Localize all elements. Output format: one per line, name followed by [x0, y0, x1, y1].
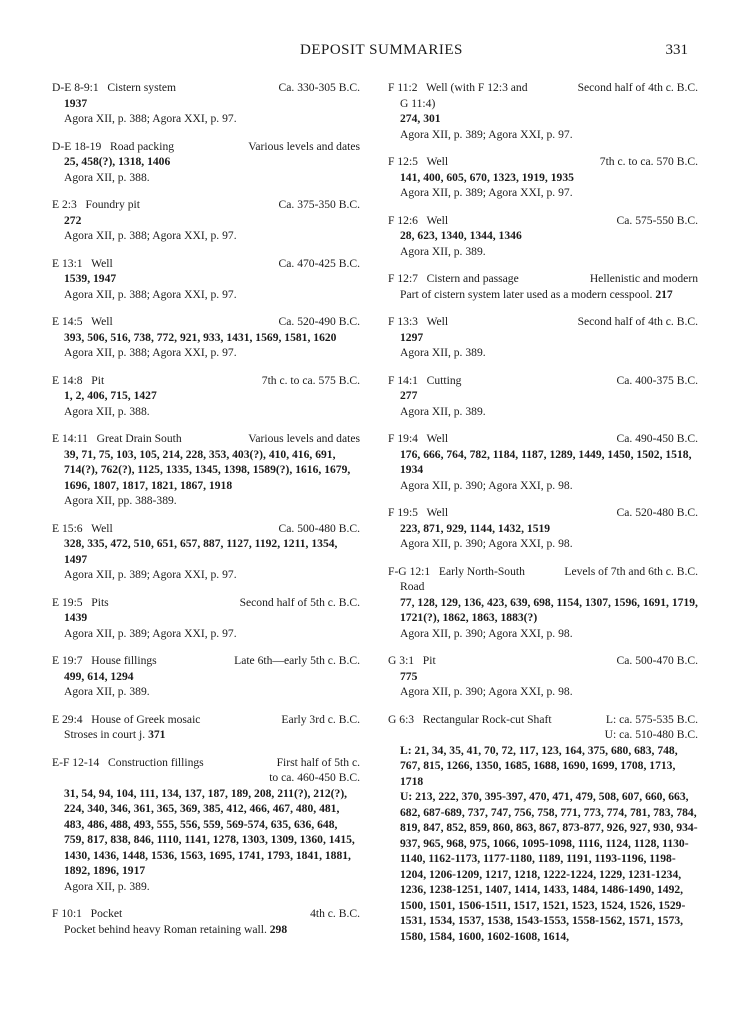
catalogue-numbers: 39, 71, 75, 103, 105, 214, 228, 353, 403(?), 410, 416, 691, 714(?), 762(?), 1125, 1335, 1345, 1398, 1589(?), 1616, 1679, 1696, 1807, 1817, 1821, 1867, 1918 [64, 447, 351, 492]
bibliography: Agora XII, p. 388; Agora XXI, p. 97. [64, 287, 237, 301]
deposit-title: Well [91, 521, 113, 535]
deposit-date: Ca. 470-425 B.C. [278, 256, 360, 270]
lower-fill-numbers: L: 21, 34, 35, 41, 70, 72, 117, 123, 164, 375, 680, 683, 748, 767, 815, 1266, 1350, 1685, 1688, 1690, 1699, 1708, 1713, 1718 [400, 743, 678, 788]
deposit-entry [52, 521, 360, 583]
bibliography: Agora XII, p. 389. [400, 404, 486, 418]
deposit-title: Rectangular Rock-cut Shaft [422, 712, 552, 726]
catalogue-numbers: 141, 400, 605, 670, 1323, 1919, 1935 [400, 170, 574, 184]
deposit-title: Well [91, 315, 113, 328]
catalogue-numbers: 328, 335, 472, 510, 651, 657, 887, 1127, 1192, 1211, 1354, 1497 [64, 537, 338, 566]
deposit-date: Second half of 4th c. B.C. [577, 315, 698, 328]
deposit-date: Ca. 500-480 B.C. [278, 521, 360, 535]
deposit-title-continued: Road [400, 580, 425, 593]
deposit-title: Great Drain South [96, 432, 182, 445]
deposit-id: D-E 8-9:1 [52, 81, 99, 94]
deposit-date-continued: U: ca. 510-480 B.C. [604, 728, 698, 741]
bibliography: Agora XII, p. 388; Agora XXI, p. 97. [64, 346, 237, 359]
deposit-title: Early North-South [438, 564, 525, 578]
catalogue-numbers: 176, 666, 764, 782, 1184, 1187, 1289, 1449, 1450, 1502, 1518, 1934 [400, 447, 692, 476]
deposit-date: Ca. 500-470 B.C. [616, 654, 698, 667]
deposit-date: Various levels and dates [248, 432, 360, 445]
deposit-date: Ca. 330-305 B.C. [278, 81, 360, 94]
catalogue-numbers: 1297 [400, 330, 424, 344]
right-column [388, 80, 698, 956]
deposit-id: F 13:3 [388, 315, 418, 328]
running-head: DEPOSIT SUMMARIES [300, 42, 463, 58]
deposit-id: F 19:5 [388, 506, 418, 519]
deposit-entry [388, 712, 698, 945]
catalogue-numbers: 1539, 1947 [64, 272, 117, 285]
bibliography: Agora XII, p. 389. [64, 879, 150, 893]
catalogue-numbers: 775 [400, 669, 418, 683]
deposit-date: 7th c. to ca. 570 B.C. [599, 155, 698, 168]
deposit-date: Late 6th—early 5th c. B.C. [234, 654, 360, 667]
bibliography: Agora XII, p. 390; Agora XXI, p. 98. [400, 685, 573, 698]
deposit-title: Well [426, 506, 449, 519]
deposit-date: Ca. 400-375 B.C. [616, 373, 698, 387]
catalogue-numbers: 77, 128, 129, 136, 423, 639, 698, 1154, 1307, 1596, 1691, 1719, 1721(?), 1862, 1863, 1883(?) [400, 595, 698, 624]
bibliography: Agora XII, p. 388; Agora XXI, p. 97. [64, 112, 237, 125]
deposit-id: E 13:1 [52, 256, 83, 270]
catalogue-numbers: 31, 54, 94, 104, 111, 134, 137, 187, 189, 208, 211(?), 212(?), 224, 340, 346, 361, 365, 369, 385, 412, 466, 467, 480, 481, 483, 486, 488, 493, 555, 556, 559, 569-574, 635, 636, 648, 759, 817, 838, 846, 1110, 1141, 1278, 1303, 1309, 1360, 1415, 1430, 1436, 1448, 1536, 1563, 1695, 1741, 1793, 1841, 1881, 1892, 1896, 1917 [64, 786, 355, 877]
bibliography: Agora XII, p. 389; Agora XXI, p. 97. [400, 186, 573, 199]
deposit-id: F 14:1 [388, 373, 418, 387]
deposit-date: First half of 5th c. [276, 755, 360, 769]
deposit-entry [52, 314, 360, 361]
deposit-entry [52, 373, 360, 420]
deposit-date: 4th c. B.C. [310, 907, 360, 920]
deposit-entry [388, 505, 698, 552]
deposit-title: Pits [91, 595, 109, 609]
deposit-title: Cistern system [107, 81, 176, 94]
bibliography: Agora XII, p. 388. [64, 404, 150, 418]
deposit-title: Pit [422, 654, 436, 667]
catalogue-numbers: 223, 871, 929, 1144, 1432, 1519 [400, 521, 551, 535]
catalogue-numbers: 1439 [64, 611, 88, 624]
deposit-entry [388, 213, 698, 260]
deposit-entry [52, 197, 360, 244]
note-number: 371 [148, 728, 166, 741]
deposit-date: 7th c. to ca. 575 B.C. [261, 373, 360, 387]
catalogue-numbers: 272 [64, 213, 82, 227]
deposit-date: Hellenistic and modern [589, 272, 698, 285]
deposit-date: Ca. 375-350 B.C. [278, 198, 360, 211]
deposit-id: E 14:5 [52, 315, 83, 328]
deposit-date: Second half of 4th c. B.C. [577, 81, 698, 94]
deposit-entry [52, 431, 360, 509]
deposit-entry [52, 256, 360, 303]
catalogue-numbers: 1937 [64, 96, 88, 110]
deposit-title: Foundry pit [85, 198, 140, 211]
bibliography: Agora XII, p. 390; Agora XXI, p. 98. [400, 478, 573, 492]
deposit-id: E 15:6 [52, 521, 83, 535]
catalogue-numbers: 274, 301 [400, 112, 441, 125]
catalogue-numbers: 28, 623, 1340, 1344, 1346 [400, 229, 522, 242]
deposit-id: E-F 12-14 [52, 755, 100, 769]
page-number: 331 [665, 42, 688, 58]
deposit-date: Ca. 520-490 B.C. [278, 315, 360, 328]
bibliography: Agora XII, p. 390; Agora XXI, p. 98. [400, 537, 573, 550]
deposit-id: F 12:5 [388, 155, 418, 168]
catalogue-numbers: 393, 506, 516, 738, 772, 921, 933, 1431, 1569, 1581, 1620 [64, 330, 337, 344]
deposit-title: Road packing [109, 139, 175, 153]
deposit-date: Ca. 490-450 B.C. [616, 432, 698, 445]
bibliography: Agora XII, p. 389. [400, 346, 486, 359]
bibliography: Agora XII, p. 389; Agora XXI, p. 97. [400, 127, 573, 141]
deposit-id: F-G 12:1 [388, 564, 431, 578]
deposit-entry [52, 653, 360, 700]
deposit-title: House of Greek mosaic [91, 712, 201, 726]
catalogue-numbers: 277 [400, 389, 418, 402]
deposit-id: E 29:4 [52, 712, 83, 726]
deposit-entry [388, 80, 698, 142]
deposit-id: E 14:11 [52, 432, 88, 445]
deposit-date: Ca. 575-550 B.C. [616, 213, 698, 227]
deposit-title: Well [426, 155, 449, 168]
page-header [0, 42, 748, 64]
deposit-note [52, 727, 360, 743]
deposit-note [388, 287, 698, 303]
upper-fill-numbers: U: 213, 222, 370, 395-397, 470, 471, 479, 508, 607, 660, 663, 682, 687-689, 737, 747, 756, 758, 771, 773, 774, 781, 783, 784, 819, 847, 852, 859, 860, 863, 867, 873-877, 926, 927, 930, 934-937, 965, 968, 975, 1066, 1095-1098, 1116, 1124, 1128, 1130-1140, 1162-1173, 1177-1180, 1189, 1191, 1193-1196, 1198-1204, 1206-1209, 1217, 1218, 1222-1224, 1229, 1231-1234, 1236, 1238-1251, 1407, 1414, 1433, 1484, 1486-1490, 1492, 1500, 1501, 1506-1511, 1517, 1521, 1523, 1524, 1526, 1529-1531, 1534, 1537, 1538, 1543-1553, 1558-1562, 1571, 1573, 1580, 1584, 1600, 1602-1608, 1614, [400, 790, 698, 943]
deposit-title: Well [426, 213, 449, 227]
deposit-entry [388, 271, 698, 302]
catalogue-numbers: 1, 2, 406, 715, 1427 [64, 389, 157, 402]
deposit-entry [52, 755, 360, 895]
deposit-date-continued: to ca. 460-450 B.C. [269, 771, 360, 784]
deposit-entry [388, 653, 698, 700]
deposit-id: F 12:6 [388, 213, 418, 227]
deposit-id: F 11:2 [388, 81, 418, 94]
note-text: Pocket behind heavy Roman retaining wall. [64, 922, 267, 936]
deposit-id: F 10:1 [52, 907, 82, 920]
deposit-id: G 6:3 [388, 712, 415, 726]
left-column [52, 80, 360, 949]
bibliography: Agora XII, p. 388; Agora XXI, p. 97. [64, 229, 237, 242]
deposit-id: G 3:1 [388, 654, 415, 667]
deposit-date: Various levels and dates [248, 139, 360, 153]
deposit-entry [52, 80, 360, 127]
deposit-entry [388, 314, 698, 361]
deposit-title: Well [426, 432, 449, 445]
deposit-entry [388, 154, 698, 201]
deposit-id: F 12:7 [388, 272, 418, 285]
deposit-entry [52, 906, 360, 937]
bibliography: Agora XII, p. 389. [64, 685, 150, 698]
deposit-id: F 19:4 [388, 432, 418, 445]
bibliography: Agora XII, p. 389; Agora XXI, p. 97. [64, 568, 237, 581]
note-number: 217 [655, 287, 673, 301]
deposit-entry [52, 712, 360, 743]
deposit-entry [388, 564, 698, 642]
deposit-title: Pit [91, 373, 105, 387]
bibliography: Agora XII, p. 388. [64, 170, 150, 184]
bibliography: Agora XII, p. 390; Agora XXI, p. 98. [400, 626, 573, 640]
deposit-title: Well [426, 315, 449, 328]
deposit-id: E 19:5 [52, 595, 83, 609]
deposit-title: Well (with F 12:3 and [426, 81, 528, 94]
deposit-date: Ca. 520-480 B.C. [616, 506, 698, 519]
deposit-title: House fillings [91, 654, 157, 667]
catalogue-numbers: 499, 614, 1294 [64, 669, 134, 683]
catalogue-numbers: 25, 458(?), 1318, 1406 [64, 155, 171, 168]
deposit-entry [52, 139, 360, 186]
deposit-id: E 14:8 [52, 373, 83, 387]
deposit-date: Early 3rd c. B.C. [281, 712, 360, 726]
bibliography: Agora XII, pp. 388-389. [64, 494, 177, 507]
note-text: Stroses in court j. [64, 728, 146, 741]
deposit-id: E 2:3 [52, 198, 77, 211]
deposit-id: E 19:7 [52, 654, 83, 667]
deposit-title-continued: G 11:4) [400, 96, 436, 110]
deposit-date: L: ca. 575-535 B.C. [605, 712, 698, 726]
deposit-entry [388, 373, 698, 420]
deposit-id: D-E 18-19 [52, 139, 102, 153]
note-text: Part of cistern system later used as a modern cesspool. [400, 287, 653, 301]
note-number: 298 [269, 922, 288, 936]
deposit-date: Levels of 7th and 6th c. B.C. [564, 564, 698, 578]
bibliography: Agora XII, p. 389. [400, 244, 486, 258]
deposit-title: Cistern and passage [426, 272, 519, 285]
deposit-title: Cutting [426, 373, 462, 387]
bibliography: Agora XII, p. 389; Agora XXI, p. 97. [64, 626, 237, 640]
deposit-note [52, 922, 360, 938]
deposit-title: Construction fillings [108, 755, 204, 769]
deposit-title: Well [91, 256, 113, 270]
deposit-entry [388, 431, 698, 493]
deposit-date: Second half of 5th c. B.C. [239, 595, 360, 609]
deposit-title: Pocket [90, 907, 123, 920]
deposit-entry [52, 595, 360, 642]
